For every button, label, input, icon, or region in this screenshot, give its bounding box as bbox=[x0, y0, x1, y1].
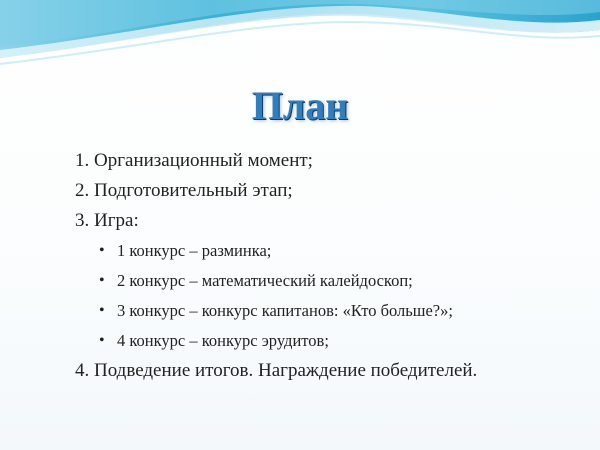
plan-list bbox=[75, 146, 585, 386]
list-item: 2. Подготовительный этап; bbox=[75, 180, 293, 201]
sub-list-item-label: 1 конкурс – разминка; bbox=[117, 241, 272, 260]
sub-list-item bbox=[75, 266, 585, 296]
sub-list-item-label: 3 конкурс – конкурс капитанов: «Кто больше?»; bbox=[117, 301, 453, 320]
bullet-icon: • bbox=[99, 332, 105, 349]
sub-list-item bbox=[75, 296, 585, 326]
decorative-wave-header bbox=[0, 0, 600, 90]
bullet-icon: • bbox=[99, 272, 105, 289]
list-item: 4. Подведение итогов. Награждение победителей. bbox=[75, 360, 478, 381]
sub-list-item bbox=[75, 326, 585, 356]
list-item: 3. Игра: bbox=[75, 210, 139, 231]
bullet-icon: • bbox=[99, 302, 105, 319]
bullet-icon: • bbox=[99, 242, 105, 259]
sub-list-item-label: 2 конкурс – математический калейдоскоп; bbox=[117, 271, 413, 290]
list-item: 1. Организационный момент; bbox=[75, 150, 313, 171]
sub-list-item-label: 4 конкурс – конкурс эрудитов; bbox=[117, 331, 329, 350]
slide-title: План bbox=[251, 83, 349, 128]
sub-list-item bbox=[75, 236, 585, 266]
